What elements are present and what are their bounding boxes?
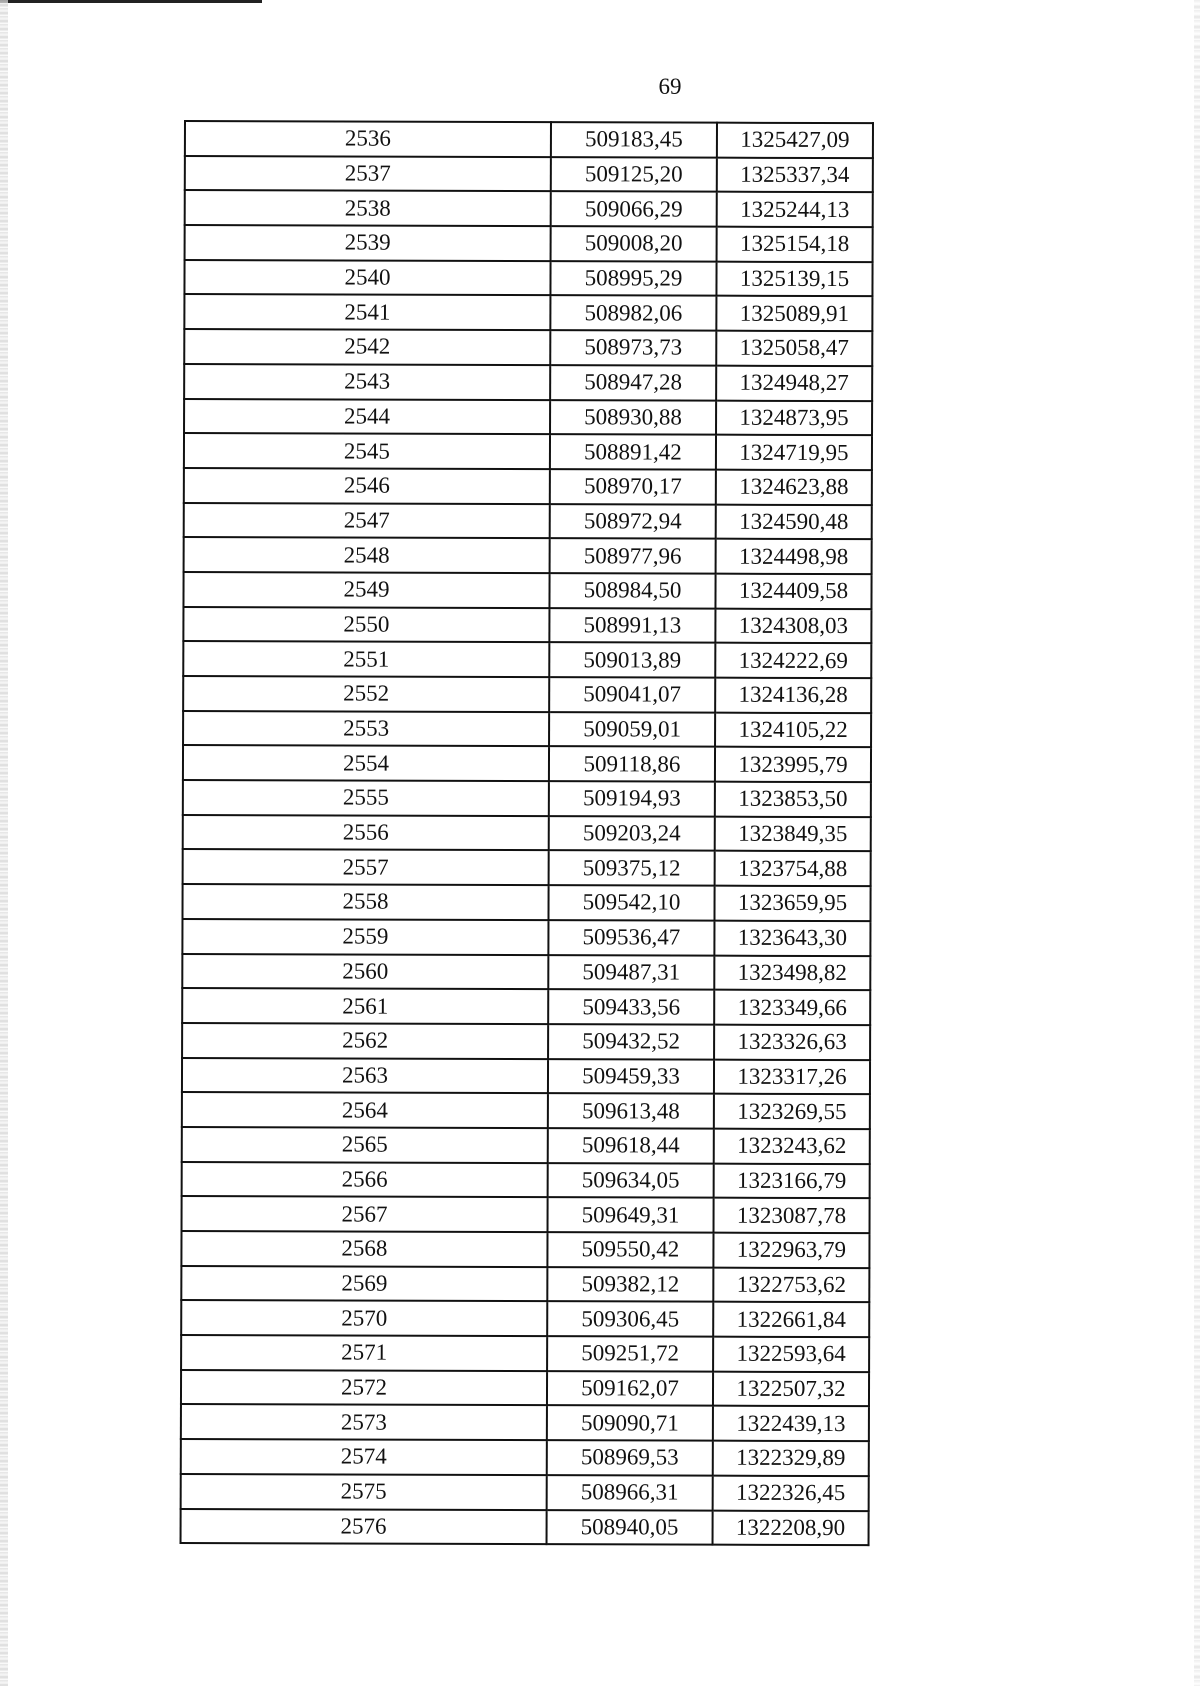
point-number-cell: 2557 bbox=[183, 849, 549, 885]
point-number-cell: 2560 bbox=[182, 953, 548, 989]
x-coordinate-cell: 509118,86 bbox=[549, 747, 715, 782]
x-coordinate-cell: 509433,56 bbox=[548, 989, 714, 1024]
x-coordinate-cell: 509487,31 bbox=[548, 955, 714, 990]
point-number-cell: 2559 bbox=[182, 919, 548, 955]
scan-artifact-top-line bbox=[0, 0, 262, 3]
table-row bbox=[183, 815, 871, 852]
table-row bbox=[184, 329, 872, 366]
point-number-cell: 2554 bbox=[183, 745, 549, 781]
x-coordinate-cell: 509162,07 bbox=[547, 1371, 713, 1406]
point-number-cell: 2543 bbox=[184, 364, 550, 400]
y-coordinate-cell: 1323643,30 bbox=[714, 920, 870, 955]
y-coordinate-cell: 1323995,79 bbox=[715, 747, 871, 782]
y-coordinate-cell: 1323849,35 bbox=[715, 816, 871, 851]
y-coordinate-cell: 1324498,98 bbox=[716, 539, 872, 574]
x-coordinate-cell: 509183,45 bbox=[551, 122, 717, 157]
y-coordinate-cell: 1325154,18 bbox=[717, 227, 873, 262]
table-row bbox=[182, 1127, 870, 1164]
y-coordinate-cell: 1324409,58 bbox=[715, 574, 871, 609]
point-number-cell: 2547 bbox=[184, 503, 550, 539]
point-number-cell: 2561 bbox=[182, 988, 548, 1024]
y-coordinate-cell: 1323166,79 bbox=[714, 1163, 870, 1198]
table-row bbox=[183, 607, 871, 644]
x-coordinate-cell: 509649,31 bbox=[548, 1197, 714, 1232]
point-number-cell: 2563 bbox=[182, 1058, 548, 1094]
x-coordinate-cell: 508970,17 bbox=[550, 469, 716, 504]
x-coordinate-cell: 509536,47 bbox=[548, 920, 714, 955]
point-number-cell: 2555 bbox=[183, 780, 549, 816]
table-row bbox=[184, 468, 872, 505]
y-coordinate-cell: 1325427,09 bbox=[717, 123, 873, 158]
coordinates-table-body bbox=[181, 121, 873, 1545]
table-row bbox=[185, 156, 873, 193]
point-number-cell: 2536 bbox=[185, 121, 551, 157]
y-coordinate-cell: 1324873,95 bbox=[716, 400, 872, 435]
table-row bbox=[185, 121, 873, 158]
y-coordinate-cell: 1323498,82 bbox=[714, 955, 870, 990]
coordinates-table bbox=[180, 120, 874, 1546]
y-coordinate-cell: 1323754,88 bbox=[715, 851, 871, 886]
table-row bbox=[181, 1474, 869, 1511]
table-row bbox=[182, 884, 870, 921]
table-row bbox=[183, 676, 871, 713]
table-row bbox=[182, 1023, 870, 1060]
point-number-cell: 2571 bbox=[181, 1335, 547, 1371]
point-number-cell: 2553 bbox=[183, 711, 549, 747]
x-coordinate-cell: 509090,71 bbox=[547, 1406, 713, 1441]
y-coordinate-cell: 1322753,62 bbox=[713, 1267, 869, 1302]
x-coordinate-cell: 508977,96 bbox=[550, 538, 716, 573]
y-coordinate-cell: 1323087,78 bbox=[714, 1198, 870, 1233]
x-coordinate-cell: 508973,73 bbox=[550, 330, 716, 365]
y-coordinate-cell: 1322208,90 bbox=[713, 1510, 869, 1545]
point-number-cell: 2537 bbox=[185, 156, 551, 192]
table-row bbox=[183, 849, 871, 886]
table-row bbox=[183, 711, 871, 748]
point-number-cell: 2570 bbox=[181, 1300, 547, 1336]
point-number-cell: 2567 bbox=[182, 1196, 548, 1232]
x-coordinate-cell: 509203,24 bbox=[549, 816, 715, 851]
point-number-cell: 2575 bbox=[181, 1474, 547, 1510]
x-coordinate-cell: 509059,01 bbox=[549, 712, 715, 747]
y-coordinate-cell: 1322507,32 bbox=[713, 1371, 869, 1406]
y-coordinate-cell: 1325244,13 bbox=[717, 192, 873, 227]
x-coordinate-cell: 508947,28 bbox=[550, 365, 716, 400]
y-coordinate-cell: 1322329,89 bbox=[713, 1441, 869, 1476]
table-row bbox=[181, 1370, 869, 1407]
point-number-cell: 2541 bbox=[184, 294, 550, 330]
page-number: 69 bbox=[658, 74, 682, 99]
table-row bbox=[184, 433, 872, 470]
table-row bbox=[184, 364, 872, 401]
point-number-cell: 2538 bbox=[185, 190, 551, 226]
table-row bbox=[184, 537, 872, 574]
x-coordinate-cell: 508940,05 bbox=[547, 1510, 713, 1545]
x-coordinate-cell: 509634,05 bbox=[548, 1163, 714, 1198]
point-number-cell: 2565 bbox=[182, 1127, 548, 1163]
point-number-cell: 2564 bbox=[182, 1092, 548, 1128]
x-coordinate-cell: 508972,94 bbox=[550, 504, 716, 539]
table-row bbox=[182, 919, 870, 956]
y-coordinate-cell: 1322593,64 bbox=[713, 1337, 869, 1372]
table-row bbox=[183, 780, 871, 817]
point-number-cell: 2545 bbox=[184, 433, 550, 469]
point-number-cell: 2544 bbox=[184, 399, 550, 435]
y-coordinate-cell: 1322963,79 bbox=[713, 1233, 869, 1268]
point-number-cell: 2562 bbox=[182, 1023, 548, 1059]
x-coordinate-cell: 509375,12 bbox=[549, 851, 715, 886]
point-number-cell: 2556 bbox=[183, 815, 549, 851]
point-number-cell: 2552 bbox=[183, 676, 549, 712]
x-coordinate-cell: 509306,45 bbox=[547, 1302, 713, 1337]
x-coordinate-cell: 509066,29 bbox=[551, 192, 717, 227]
y-coordinate-cell: 1324948,27 bbox=[716, 365, 872, 400]
x-coordinate-cell: 509459,33 bbox=[548, 1059, 714, 1094]
x-coordinate-cell: 509125,20 bbox=[551, 157, 717, 192]
x-coordinate-cell: 509432,52 bbox=[548, 1024, 714, 1059]
point-number-cell: 2576 bbox=[181, 1508, 547, 1544]
table-row bbox=[182, 953, 870, 990]
y-coordinate-cell: 1325058,47 bbox=[716, 331, 872, 366]
table-row bbox=[183, 572, 871, 609]
point-number-cell: 2548 bbox=[184, 537, 550, 573]
y-coordinate-cell: 1323326,63 bbox=[714, 1025, 870, 1060]
y-coordinate-cell: 1322661,84 bbox=[713, 1302, 869, 1337]
scan-artifact-left-edge bbox=[0, 0, 8, 1686]
x-coordinate-cell: 508991,13 bbox=[549, 608, 715, 643]
table-row bbox=[182, 988, 870, 1025]
table-row bbox=[185, 190, 873, 227]
x-coordinate-cell: 508969,53 bbox=[547, 1440, 713, 1475]
table-row bbox=[181, 1335, 869, 1372]
table-row bbox=[181, 1508, 869, 1545]
scan-artifact-right-edge bbox=[1194, 0, 1200, 1686]
x-coordinate-cell: 508930,88 bbox=[550, 400, 716, 435]
x-coordinate-cell: 509251,72 bbox=[547, 1336, 713, 1371]
table-row bbox=[184, 503, 872, 540]
x-coordinate-cell: 509382,12 bbox=[547, 1267, 713, 1302]
table-row bbox=[181, 1266, 869, 1303]
point-number-cell: 2550 bbox=[183, 607, 549, 643]
x-coordinate-cell: 509041,07 bbox=[549, 677, 715, 712]
point-number-cell: 2569 bbox=[181, 1266, 547, 1302]
point-number-cell: 2539 bbox=[185, 225, 551, 261]
table-row bbox=[182, 1196, 870, 1233]
y-coordinate-cell: 1325089,91 bbox=[716, 296, 872, 331]
y-coordinate-cell: 1323317,26 bbox=[714, 1059, 870, 1094]
x-coordinate-cell: 509613,48 bbox=[548, 1093, 714, 1128]
table-row bbox=[182, 1058, 870, 1095]
x-coordinate-cell: 508995,29 bbox=[550, 261, 716, 296]
y-coordinate-cell: 1322439,13 bbox=[713, 1406, 869, 1441]
y-coordinate-cell: 1324105,22 bbox=[715, 712, 871, 747]
y-coordinate-cell: 1325337,34 bbox=[717, 157, 873, 192]
x-coordinate-cell: 508966,31 bbox=[547, 1475, 713, 1510]
table-row bbox=[185, 225, 873, 262]
y-coordinate-cell: 1324222,69 bbox=[715, 643, 871, 678]
table-row bbox=[183, 641, 871, 678]
table-row bbox=[183, 745, 871, 782]
x-coordinate-cell: 509542,10 bbox=[548, 885, 714, 920]
point-number-cell: 2572 bbox=[181, 1370, 547, 1406]
point-number-cell: 2549 bbox=[183, 572, 549, 608]
y-coordinate-cell: 1324623,88 bbox=[716, 470, 872, 505]
point-number-cell: 2566 bbox=[182, 1162, 548, 1198]
x-coordinate-cell: 509550,42 bbox=[547, 1232, 713, 1267]
x-coordinate-cell: 509618,44 bbox=[548, 1128, 714, 1163]
table-row bbox=[181, 1404, 869, 1441]
point-number-cell: 2558 bbox=[182, 884, 548, 920]
y-coordinate-cell: 1323659,95 bbox=[714, 886, 870, 921]
x-coordinate-cell: 508891,42 bbox=[550, 434, 716, 469]
point-number-cell: 2546 bbox=[184, 468, 550, 504]
point-number-cell: 2540 bbox=[184, 260, 550, 296]
point-number-cell: 2574 bbox=[181, 1439, 547, 1475]
y-coordinate-cell: 1324719,95 bbox=[716, 435, 872, 470]
table-row bbox=[184, 399, 872, 436]
table-row bbox=[181, 1439, 869, 1476]
y-coordinate-cell: 1324136,28 bbox=[715, 678, 871, 713]
point-number-cell: 2568 bbox=[181, 1231, 547, 1267]
y-coordinate-cell: 1323269,55 bbox=[714, 1094, 870, 1129]
x-coordinate-cell: 509013,89 bbox=[549, 642, 715, 677]
x-coordinate-cell: 508982,06 bbox=[550, 296, 716, 331]
table-row bbox=[181, 1231, 869, 1268]
y-coordinate-cell: 1323349,66 bbox=[714, 990, 870, 1025]
x-coordinate-cell: 508984,50 bbox=[549, 573, 715, 608]
y-coordinate-cell: 1324590,48 bbox=[716, 504, 872, 539]
x-coordinate-cell: 509194,93 bbox=[549, 781, 715, 816]
point-number-cell: 2542 bbox=[184, 329, 550, 365]
point-number-cell: 2573 bbox=[181, 1404, 547, 1440]
y-coordinate-cell: 1325139,15 bbox=[716, 261, 872, 296]
y-coordinate-cell: 1324308,03 bbox=[715, 608, 871, 643]
table-row bbox=[182, 1092, 870, 1129]
table-row bbox=[184, 294, 872, 331]
y-coordinate-cell: 1323853,50 bbox=[715, 782, 871, 817]
y-coordinate-cell: 1323243,62 bbox=[714, 1129, 870, 1164]
table-row bbox=[181, 1300, 869, 1337]
table-row bbox=[182, 1162, 870, 1199]
y-coordinate-cell: 1322326,45 bbox=[713, 1475, 869, 1510]
x-coordinate-cell: 509008,20 bbox=[551, 226, 717, 261]
point-number-cell: 2551 bbox=[183, 641, 549, 677]
table-row bbox=[184, 260, 872, 297]
